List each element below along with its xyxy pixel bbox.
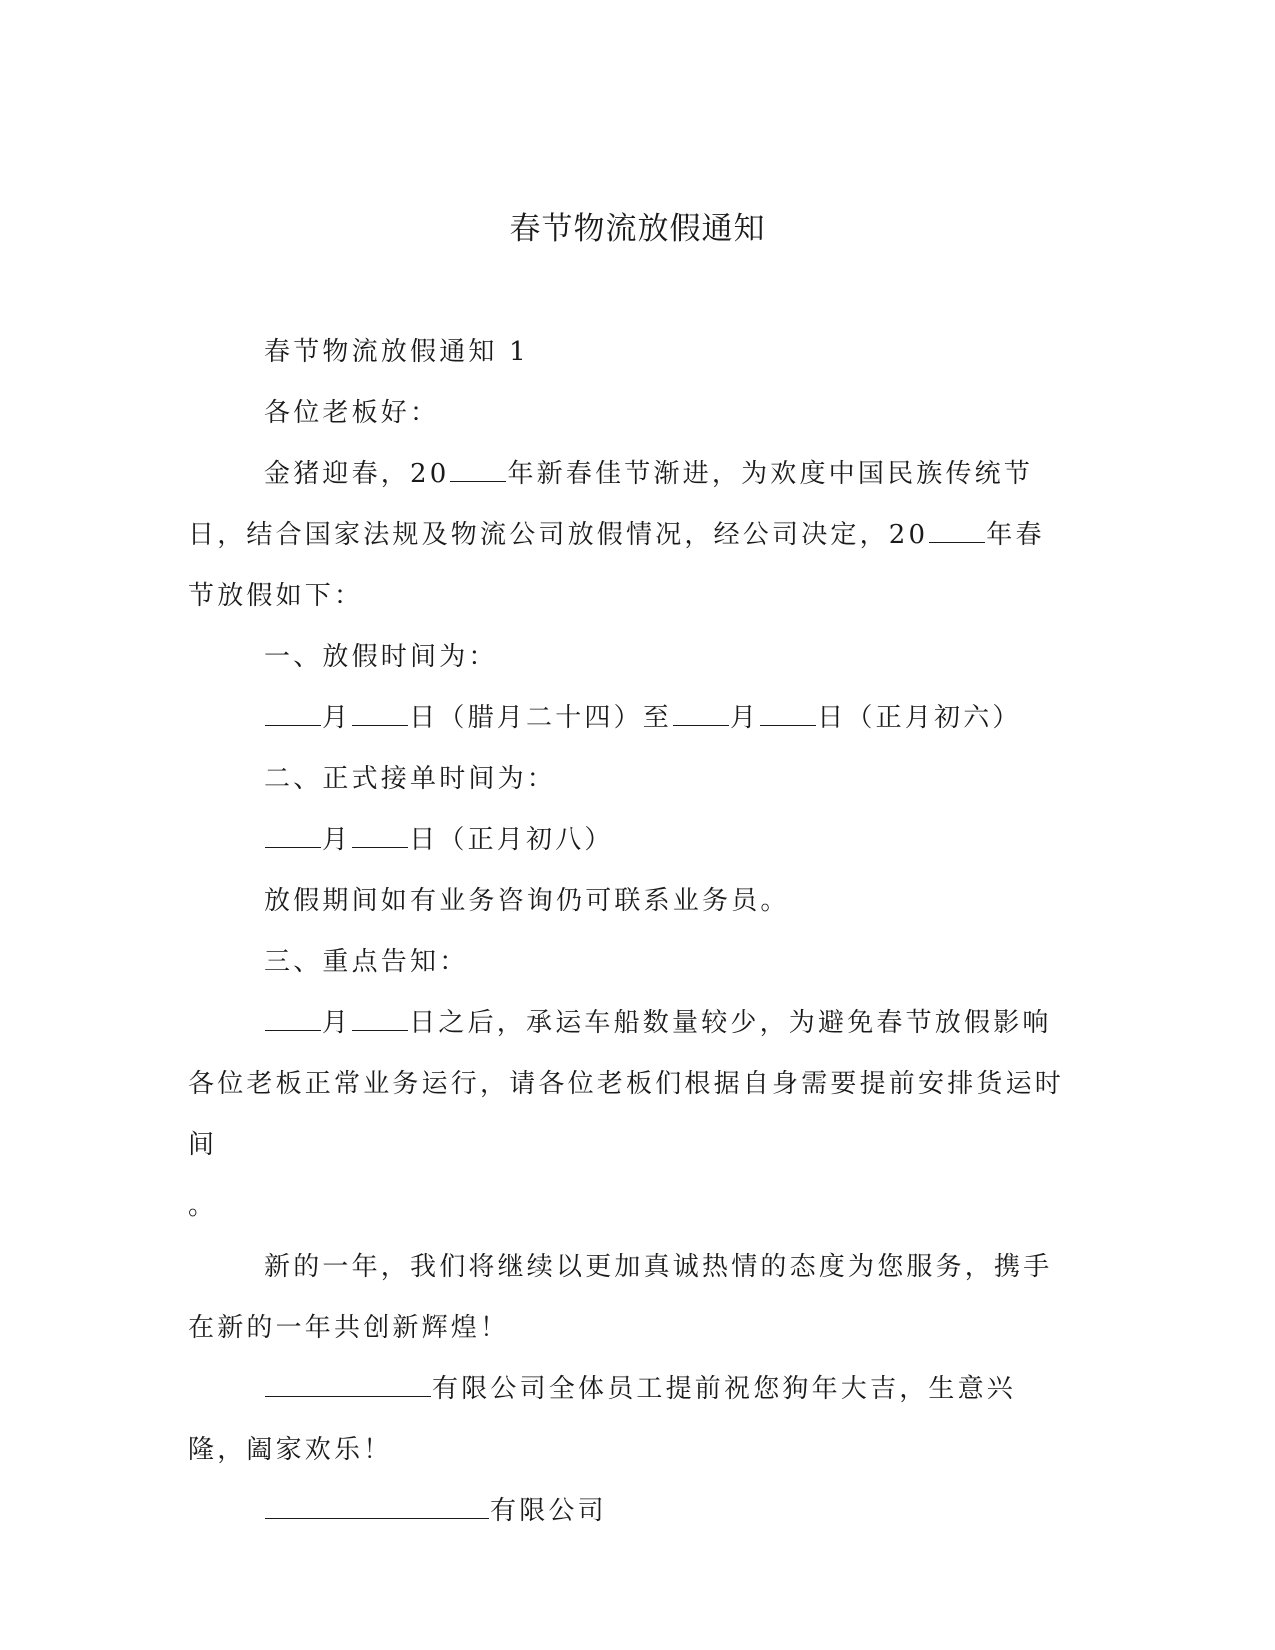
greeting: 各位老板好： bbox=[264, 398, 440, 428]
intro-paragraph bbox=[188, 444, 1068, 627]
closing-paragraph: 新的一年，我们将继续以更加真诚热情的态度为您服务，携手在新的一年共创新辉煌！ bbox=[188, 1252, 1053, 1343]
month-label: 月 bbox=[322, 1008, 352, 1038]
day-start-text: 日（腊月二十四）至 bbox=[409, 703, 673, 733]
key-notice-paragraph bbox=[188, 993, 1068, 1176]
key-notice-text: 日之后，承运车船数量较少，为避免春节放假影响各位老板正常业务运行，请各位老板们根据自身需要提前安排货运时间 bbox=[188, 1008, 1065, 1160]
order-day-text: 日（正月初八） bbox=[409, 825, 614, 855]
intro-text-3: 年春节放假如下： bbox=[188, 520, 1045, 611]
year-blank bbox=[450, 459, 506, 482]
month-blank bbox=[265, 1008, 321, 1031]
inquiry-note: 放假期间如有业务咨询仍可联系业务员。 bbox=[264, 886, 790, 916]
day-blank bbox=[760, 703, 816, 726]
section-1-title: 一、放假时间为： bbox=[264, 642, 498, 672]
month-label: 月 bbox=[322, 825, 352, 855]
month-blank bbox=[265, 703, 321, 726]
day-blank bbox=[352, 1008, 408, 1031]
year-blank bbox=[929, 520, 985, 543]
day-blank bbox=[352, 703, 408, 726]
company-name-blank bbox=[265, 1374, 431, 1397]
signature-line bbox=[188, 1481, 1068, 1542]
section-3-title: 三、重点告知： bbox=[264, 947, 469, 977]
signature-text: 有限公司 bbox=[490, 1496, 607, 1526]
company-name-blank bbox=[265, 1496, 489, 1519]
section-2-title: 二、正式接单时间为： bbox=[264, 764, 557, 794]
day-blank bbox=[352, 825, 408, 848]
document-title: 春节物流放假通知 bbox=[509, 211, 766, 247]
month-blank bbox=[265, 825, 321, 848]
key-notice-tail: 。 bbox=[188, 1191, 218, 1221]
holiday-period-line bbox=[188, 688, 1068, 749]
day-end-text: 日（正月初六） bbox=[817, 703, 1022, 733]
month-blank bbox=[673, 703, 729, 726]
wishes-text: 有限公司全体员工提前祝您狗年大吉，生意兴隆，阖家欢乐！ bbox=[188, 1374, 1017, 1465]
notice-heading: 春节物流放假通知 1 bbox=[264, 337, 529, 367]
intro-text-2: 年新春佳节渐进，为欢度中国民族传统节日，结合国家法规及物流公司放假情况，经公司决定，20 bbox=[188, 459, 1034, 550]
month-label: 月 bbox=[730, 703, 760, 733]
document-body bbox=[188, 322, 1068, 1542]
order-start-line bbox=[188, 810, 1068, 871]
month-label: 月 bbox=[322, 703, 352, 733]
wishes-paragraph bbox=[188, 1359, 1068, 1481]
intro-text-1: 金猪迎春，20 bbox=[264, 459, 450, 489]
